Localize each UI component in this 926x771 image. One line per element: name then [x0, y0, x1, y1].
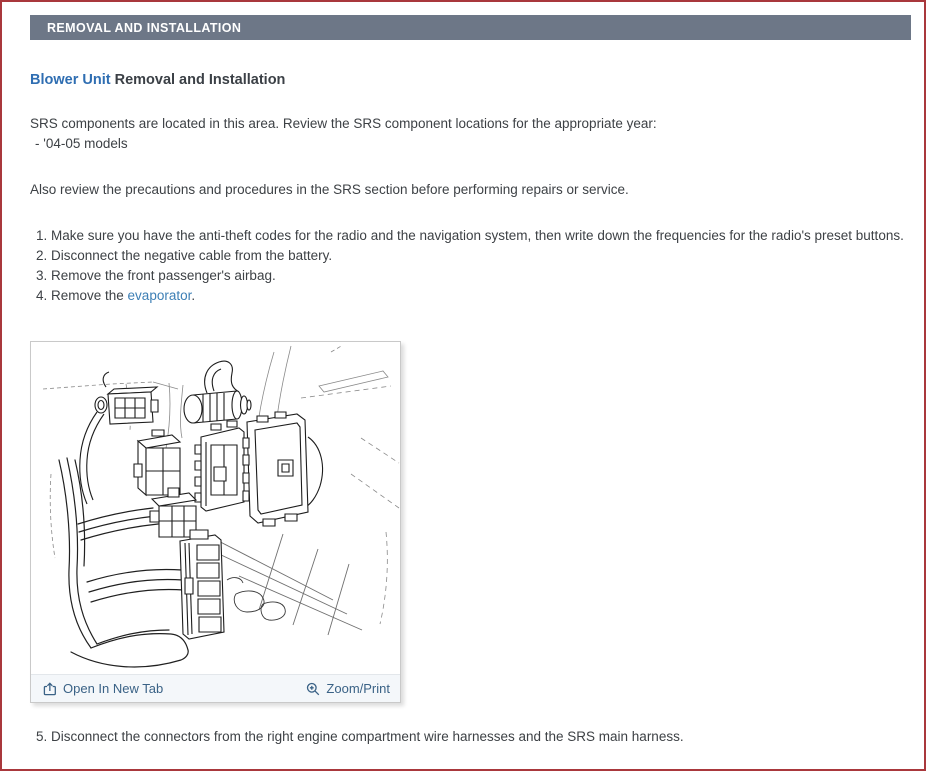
model-year-bullet: - '04-05 models [35, 136, 128, 151]
article-heading-rest: Removal and Installation [110, 72, 286, 88]
zoom-print-label: Zoom/Print [326, 681, 390, 696]
section-header [30, 15, 911, 40]
zoom-print-link[interactable] [306, 681, 390, 696]
open-in-new-tab-link[interactable] [43, 681, 163, 696]
intro-line: SRS components are located in this area. Review the SRS component locations for the appropriate year: [30, 116, 657, 131]
intro-paragraph [30, 114, 911, 154]
step-5: 5. Disconnect the connectors from the right engine compartment wire harnesses and the SRS main harness. [36, 729, 684, 744]
step-3: 3. Remove the front passenger's airbag. [36, 268, 276, 283]
zoom-in-icon [306, 682, 320, 696]
step-4 [30, 286, 911, 306]
section-header-title: REMOVAL AND INSTALLATION [47, 20, 242, 35]
connector-diagram[interactable] [31, 342, 400, 674]
figure-box [30, 341, 401, 703]
evaporator-link[interactable]: evaporator [127, 288, 192, 303]
step-4-text: 4. Remove the [36, 288, 128, 303]
step-2: 2. Disconnect the negative cable from the battery. [36, 248, 333, 263]
procedure-steps [30, 226, 911, 306]
srs-note: Also review the precautions and procedures in the SRS section before performing repairs or service. [30, 182, 629, 197]
figure-footer [31, 674, 400, 702]
step-1: 1. Make sure you have the anti-theft codes for the radio and the navigation system, then write down the frequencies for the radio's preset buttons. [36, 228, 904, 243]
open-in-new-tab-icon [43, 682, 57, 696]
blower-unit-link[interactable]: Blower Unit [30, 72, 111, 88]
step-4-period: . [191, 288, 196, 303]
open-in-new-tab-label: Open In New Tab [63, 681, 164, 696]
article-heading [30, 72, 911, 88]
